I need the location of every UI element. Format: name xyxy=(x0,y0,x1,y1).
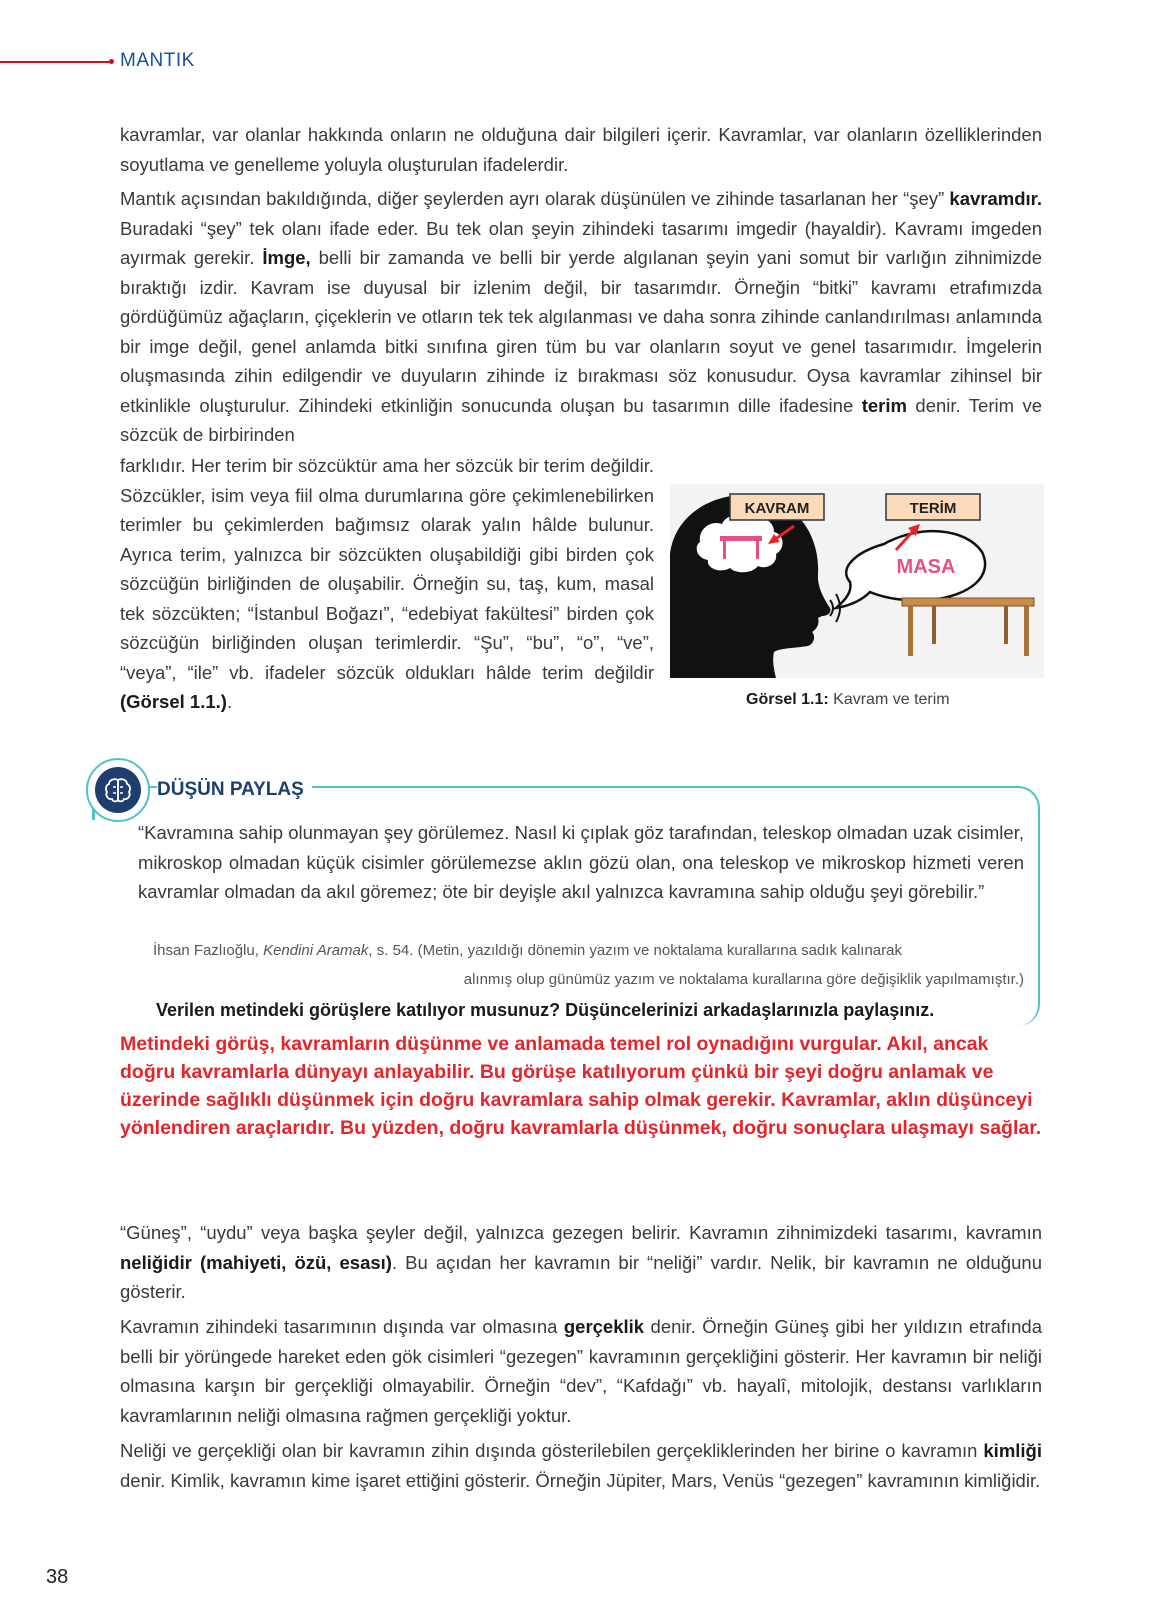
quote-source-line2: alınmış olup günümüz yazım ve noktalama kurallarına göre değişiklik yapılmamıştır.) xyxy=(463,971,1024,988)
paragraph-6: Neliği ve gerçekliği olan bir kavramın zihin dışında gösterilebilen gerçekliklerinden her birine o kavramın kimliği denir. Kimlik, kavramın kime işaret ettiğini gösterir. Örneğin Jüpiter, Mars, Venüs “gezegen” kavramının kimliğidir. xyxy=(120,1440,1042,1491)
paragraph-5: Kavramın zihindeki tasarımının dışında var olmasına gerçeklik denir. Örneğin Güneş gibi her yıldızın etrafında belli bir yörüngede hareket eden gök cisimleri “gezegen” kavramının gerçekliğini gösterir. Her kavramın bir neliği olmasına karşın bir gerçekliği olmayabilir. Örneğin “dev”, “Kafdağı” vb. hayalî, mitolojik, destansı varlıkların kavramlarının neliği olmasına rağmen gerçekliği yoktur. xyxy=(120,1316,1042,1426)
term-imge: İmge, xyxy=(262,247,311,268)
header-rule xyxy=(0,61,112,63)
paragraph-3: farklıdır. Her terim bir sözcüktür ama her sözcük bir terim değildir. Sözcükler, isim veya fiil olma durumlarına göre çekimlenebilirken terimler bu çekimlerden bağımsız olarak yalın hâlde bulunur. Ayrıca terim, yalnızca bir sözcükten oluşabildiği gibi birden çok sözcüğün birliğinden de oluşabilir. Örneğin su, taş, kum, masal tek sözcükten; “İstanbul Boğazı”, “edebiyat fakültesi” birden çok sözcüğün birliğinden oluşan terimlerdir. “Şu”, “bu”, “o”, “ve”, “veya”, “ile” vb. ifadeler sözcük oldukları hâlde terim değildir (Görsel 1.1.). xyxy=(120,455,654,712)
chapter-title: MANTIK xyxy=(120,50,195,71)
paragraph-2: Mantık açısından bakıldığında, diğer şeylerden ayrı olarak düşünülen ve zihinde tasarlanan her “şey” kavramdır. Buradaki “şey” tek olanı ifade eder. Bu tek olan şeyin zihindeki tasarımı imgedir (hayaldir). Kavramı imgeden ayırmak gerekir. İmge, belli bir zamanda ve belli bir yerde algılanan şeyin yani somut bir varlığın zihnimizde bıraktığı izdir. Kavram ise duyusal bir izlenim değil, bir tasarımdır. Örneğin “bitki” kavramı etrafımızda gördüğümüz ağaçların, çiçeklerin ve otların tek tek algılanması ve daha sonra zihinde canlandırılması anlamında bir imge değil, genel anlamda bitki sınıfına giren tüm bu var olanların soyut ve genel tasarımıdır. İmgelerin oluşmasında zihin edilgendir ve duyuların zihinde iz bırakması söz konusudur. Oysa kavramlar zihinsel bir etkinlikle oluşturulur. Zihindeki etkinliğin sonucunda oluşan bu tasarımın dille ifadesine terim denir. Terim ve sözcük de birbirinden xyxy=(120,188,1042,445)
figure-kavram-terim xyxy=(670,484,1044,678)
paragraph-4: “Güneş”, “uydu” veya başka şeyler değil, yalnızca gezegen belirir. Kavramın zihnimizdeki tasarımı, kavramın neliğidir (mahiyeti, özü, esası). Bu açıdan her kavramın bir “neliği” vardır. Nelik, bir kavramın ne olduğunu gösterir. xyxy=(120,1222,1042,1302)
term-kimlik: kimliği xyxy=(983,1440,1042,1461)
quote-source-line1: İhsan Fazlıoğlu, Kendini Aramak, s. 54. (Metin, yazıldığı dönemin yazım ve noktalama kurallarına sadık kalınarak xyxy=(153,942,902,959)
term-gerceklik: gerçeklik xyxy=(563,1316,645,1337)
table-top xyxy=(902,598,1034,606)
term-terim: terim xyxy=(861,394,907,416)
figure-illustration xyxy=(670,484,1044,678)
discussion-question: Verilen metindeki görüşlere katılıyor musunuz? Düşüncelerinizi arkadaşlarınızla paylaşınız. xyxy=(156,1000,935,1020)
term-kavram: kavramdır. xyxy=(949,188,1042,209)
brain-icon xyxy=(95,767,141,813)
page-number: 38 xyxy=(46,1566,69,1588)
label-terim: TERİM xyxy=(909,500,957,517)
quote-text: “Kavramına sahip olunmayan şey görülemez. Nasıl ki çıplak göz tarafından, teleskop olmadan uzak cisimler, mikroskop olmadan küçük cisimler görülemezse aklın gözü olan, ona teleskop ve mikroskop hizmeti veren kavramlar olmadan da akıl göremez; öte bir deyişle akıl yalnızca kavramına sahip olduğu şeyi görebilir.” xyxy=(138,822,1024,902)
label-kavram: KAVRAM xyxy=(744,500,810,517)
figure-caption: Görsel 1.1: Kavram ve terim xyxy=(746,691,950,708)
header-rule-dot xyxy=(109,59,114,64)
bubble-word: MASA xyxy=(896,556,956,578)
dusun-paylas-title: DÜŞÜN PAYLAŞ xyxy=(157,779,312,801)
figure-reference: (Görsel 1.1.) xyxy=(120,691,227,712)
paragraph-1: kavramlar, var olanlar hakkında onların ne olduğuna dair bilgileri içerir. Kavramlar, var olanların özelliklerinden soyutlama ve genelleme yoluyla oluşturulan ifadelerdir. xyxy=(120,124,1042,175)
term-nelik: neliğidir (mahiyeti, özü, esası) xyxy=(120,1251,392,1273)
handwritten-answer: Metindeki görüş, kavramların düşünme ve anlamada temel rol oynadığını vurgular. Akıl, ancak doğru kavramlarla dünyayı anlayabilir. Bu görüşe katılıyorum çünkü bir şeyi doğru anlamak ve üzerinde sağlıklı düşünmek için doğru kavramlara sahip olmak gerekir. Kavramlar, aklın düşünceyi yönlendiren araçlarıdır. Bu yüzden, doğru kavramlarla düşünmek, doğru sonuçlara ulaşmayı sağlar. xyxy=(120,1033,1042,1139)
